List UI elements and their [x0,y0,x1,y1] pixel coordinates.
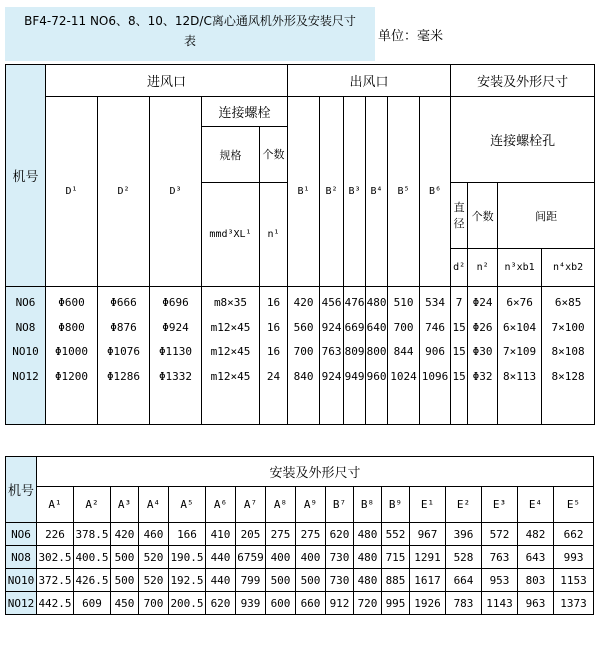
t2-col-header: A² [74,487,111,523]
title-line1: BF4-72-11 NO6、8、10、12D/C离心通风机外形及安装尺寸 [24,14,356,28]
t2-cell: 963 [518,592,554,615]
t2-cell: 720 [354,592,382,615]
dimensions-table-2 [5,456,594,615]
t2-cell: 995 [382,592,410,615]
spacing-header: 间距 [498,183,595,249]
spec-column: m8×35 m12×45 m12×45 m12×45 [202,287,260,425]
t2-cell: 552 [382,523,410,546]
t2-cell: 480 [354,569,382,592]
t2-col-header: E¹ [410,487,446,523]
t2-cell: 1373 [554,592,594,615]
t2-cell: 400 [266,546,296,569]
t2-cell: 783 [446,592,482,615]
d1-header: D¹ [46,97,98,287]
b2-header: B² [320,97,344,287]
t2-cell: 450 [111,592,139,615]
t2-cell: 885 [382,569,410,592]
t2-cell: 226 [37,523,74,546]
t2-cell: 803 [518,569,554,592]
t2-cell: 500 [111,569,139,592]
d2-header: D² [98,97,150,287]
t2-cell: 480 [354,546,382,569]
n3-column: 6×76 6×104 7×109 8×113 [498,287,542,425]
t2-col-header: B⁷ [326,487,354,523]
t2-cell: 420 [111,523,139,546]
t2-cell: 953 [482,569,518,592]
table-row [6,592,594,615]
t2-col-header: A⁹ [296,487,326,523]
n2-column: Φ24 Φ26 Φ30 Φ32 [468,287,498,425]
t2-cell: 378.5 [74,523,111,546]
d2-small-column: 7 15 15 15 [451,287,468,425]
t2-cell: 600 [266,592,296,615]
t2-install-header: 安装及外形尺寸 [37,457,594,487]
b6-header: B⁶ [420,97,451,287]
n1-header: n¹ [260,183,288,287]
t2-cell: 205 [236,523,266,546]
d2-small-header: d² [451,249,468,287]
t2-cell: 400 [296,546,326,569]
bolt-hole-header: 连接螺栓孔 [451,97,595,183]
t2-cell: 480 [354,523,382,546]
b1-header: B¹ [288,97,320,287]
table-row [6,523,594,546]
t2-cell: 396 [446,523,482,546]
t2-cell: 730 [326,546,354,569]
t2-cell: 460 [139,523,169,546]
machine-no-header: 机号 [6,65,46,287]
t2-cell: 799 [236,569,266,592]
d2-column: Φ666 Φ876 Φ1076 Φ1286 [98,287,150,425]
b5-header: B⁵ [388,97,420,287]
d3-column: Φ696 Φ924 Φ1130 Φ1332 [150,287,202,425]
t2-col-header: A⁸ [266,487,296,523]
bolt-header: 连接螺栓 [202,97,288,127]
t2-cell: 166 [169,523,206,546]
t2-cell: 440 [206,546,236,569]
title-box [5,7,375,61]
t2-cell: 643 [518,546,554,569]
t2-cell: 200.5 [169,592,206,615]
t2-cell: 1143 [482,592,518,615]
t2-cell: 400.5 [74,546,111,569]
b2-column: 456 924 763 924 [320,287,344,425]
t2-col-header: A⁴ [139,487,169,523]
t2-cell: 410 [206,523,236,546]
t2-cell: 730 [326,569,354,592]
t2-cell: 520 [139,546,169,569]
t2-cell: 442.5 [37,592,74,615]
t2-cell: 1153 [554,569,594,592]
dimensions-table-1 [5,64,595,425]
table1-data-row [6,287,595,425]
t2-row-no: NO8 [6,546,37,569]
outlet-header: 出风口 [288,65,451,97]
t2-cell: 372.5 [37,569,74,592]
t2-cell: 939 [236,592,266,615]
b1-column: 420 560 700 840 [288,287,320,425]
t2-machine-no-header: 机号 [6,457,37,523]
hole-count-header: 个数 [468,183,498,249]
b5-column: 510 700 844 1024 [388,287,420,425]
t2-cell: 528 [446,546,482,569]
t2-col-header: E² [446,487,482,523]
t2-cell: 6759 [236,546,266,569]
b4-column: 480 640 800 960 [366,287,388,425]
t2-col-header: E⁵ [554,487,594,523]
t2-col-header: E⁴ [518,487,554,523]
t2-cell: 700 [139,592,169,615]
t2-cell: 190.5 [169,546,206,569]
diameter-header: 直径 [451,183,468,249]
t2-cell: 500 [111,546,139,569]
t2-row-no: NO12 [6,592,37,615]
t2-cell: 912 [326,592,354,615]
t2-cell: 426.5 [74,569,111,592]
t2-cell: 1926 [410,592,446,615]
t2-col-header: B⁹ [382,487,410,523]
t2-cell: 500 [266,569,296,592]
n3-header: n³xb1 [498,249,542,287]
n4-column: 6×85 7×100 8×108 8×128 [542,287,595,425]
t2-cell: 275 [296,523,326,546]
b3-column: 476 669 809 949 [344,287,366,425]
t2-cell: 1291 [410,546,446,569]
d3-header: D³ [150,97,202,287]
t2-cell: 520 [139,569,169,592]
t2-row-no: NO6 [6,523,37,546]
t2-cell: 660 [296,592,326,615]
t2-col-header: A³ [111,487,139,523]
t2-col-header: A⁵ [169,487,206,523]
b3-header: B³ [344,97,366,287]
t2-cell: 500 [296,569,326,592]
table-row [6,546,594,569]
t2-cell: 192.5 [169,569,206,592]
t2-col-header: A¹ [37,487,74,523]
t2-cell: 664 [446,569,482,592]
title-line2: 表 [183,34,196,48]
t2-col-header: A⁷ [236,487,266,523]
t2-cell: 620 [326,523,354,546]
t2-cell: 993 [554,546,594,569]
t2-cell: 302.5 [37,546,74,569]
t2-cell: 440 [206,569,236,592]
table-row [6,569,594,592]
b6-column: 534 746 906 1096 [420,287,451,425]
t2-col-header: E³ [482,487,518,523]
b4-header: B⁴ [366,97,388,287]
spec-header: 规格 [202,127,260,183]
no-column: NO6 NO8 NO10 NO12 [6,287,46,425]
t2-col-header-row [6,487,594,523]
mm-header: mmd³XL¹ [202,183,260,287]
t2-cell: 620 [206,592,236,615]
t2-cell: 609 [74,592,111,615]
t2-col-header: B⁸ [354,487,382,523]
d1-column: Φ600 Φ800 Φ1000 Φ1200 [46,287,98,425]
t2-row-no: NO10 [6,569,37,592]
inlet-header: 进风口 [46,65,288,97]
n2-header: n² [468,249,498,287]
t2-col-header: A⁶ [206,487,236,523]
t2-cell: 715 [382,546,410,569]
unit-label: 单位：毫米 [378,29,444,44]
t2-cell: 482 [518,523,554,546]
t2-cell: 763 [482,546,518,569]
n4-header: n⁴xb2 [542,249,595,287]
t2-cell: 1617 [410,569,446,592]
t2-cell: 967 [410,523,446,546]
t2-cell: 662 [554,523,594,546]
n1-column: 16 16 16 24 [260,287,288,425]
t2-cell: 572 [482,523,518,546]
count-header: 个数 [260,127,288,183]
t2-cell: 275 [266,523,296,546]
install-header: 安装及外形尺寸 [451,65,595,97]
